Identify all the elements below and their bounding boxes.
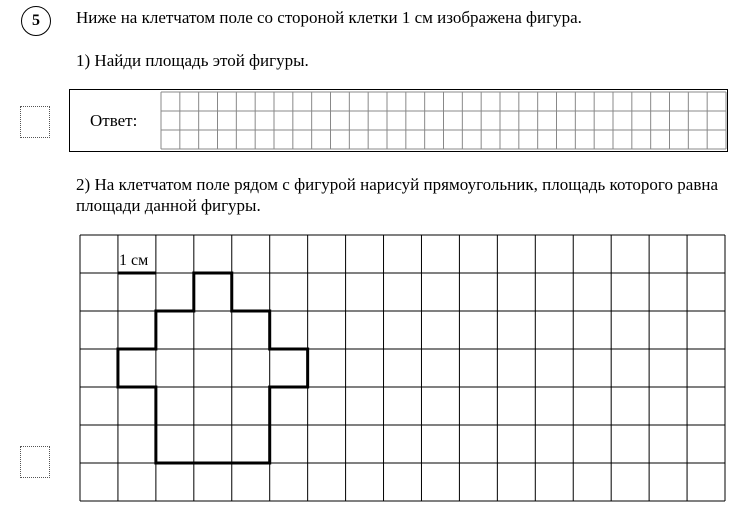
question-1: 1) Найди площадь этой фигуры. — [76, 51, 309, 70]
task-number-text: 5 — [32, 12, 40, 29]
figure-outline — [118, 273, 308, 463]
question-2: 2) На клетчатом поле рядом с фигурой нарисуй прямоугольник, площадь которого равна площади данной фигуры. — [76, 175, 718, 215]
task-intro: Ниже на клетчатом поле со стороной клетки 1 см изображена фигура. — [76, 8, 582, 27]
scale-label: 1 см — [119, 252, 149, 269]
answer-label: Ответ: — [90, 111, 138, 130]
